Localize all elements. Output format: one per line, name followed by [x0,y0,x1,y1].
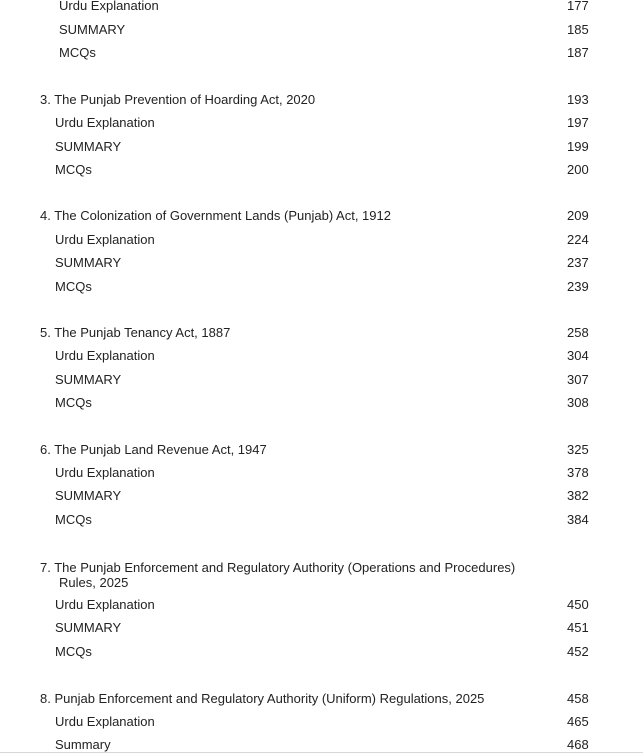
toc-entry [0,43,643,63]
toc-section-title: 7. The Punjab Enforcement and Regulatory Authority (Operations and Procedures) [40,560,516,575]
toc-entry-page: 239 [567,279,589,294]
toc-entry-page: 308 [567,395,589,410]
toc-entry-page: 378 [567,465,589,480]
toc-entry [0,370,643,390]
toc-entry-page: 450 [567,597,589,612]
toc-entry [0,0,643,16]
toc-entry [0,486,643,506]
toc-entry-page: 224 [567,232,589,247]
toc-entry-page: 177 [567,0,589,13]
toc-entry-label: MCQs [55,512,92,527]
toc-entry [0,160,643,180]
toc-entry-label: MCQs [55,162,92,177]
toc-entry-label: Urdu Explanation [55,232,155,247]
toc-section-page: 209 [567,208,589,223]
toc-entry-page: 197 [567,115,589,130]
toc-entry [0,595,643,615]
toc-entry-page: 382 [567,488,589,503]
toc-entry [0,393,643,413]
toc-entry-label: SUMMARY [55,139,122,154]
toc-section-heading [0,440,643,460]
toc-entry [0,510,643,530]
toc-entry-page: 187 [567,45,589,60]
toc-section-heading [0,323,643,343]
toc-entry-page: 199 [567,139,589,154]
toc-entry-label: Urdu Explanation [55,465,155,480]
toc-entry-label: SUMMARY [59,22,126,37]
toc-entry-label: SUMMARY [55,488,122,503]
toc-entry [0,230,643,250]
toc-entry-label: MCQs [59,45,96,60]
toc-entry [0,20,643,40]
toc-section-title-continued: Rules, 2025 [59,575,129,590]
toc-entry-label: Urdu Explanation [55,348,155,363]
toc-entry-page: 307 [567,372,589,387]
toc-section-title: 3. The Punjab Prevention of Hoarding Act, 2020 [40,92,316,107]
toc-entry [0,712,643,732]
toc-entry-label: Urdu Explanation [55,714,155,729]
toc-section-title: 8. Punjab Enforcement and Regulatory Authority (Uniform) Regulations, 2025 [40,691,485,706]
toc-section-page: 258 [567,325,589,340]
toc-entry-label: MCQs [55,279,92,294]
toc-entry-page: 237 [567,255,589,270]
toc-section-page: 325 [567,442,589,457]
toc-entry [0,642,643,662]
toc-entry-page: 200 [567,162,589,177]
toc-section-heading [0,206,643,226]
toc-entry-label: Summary [55,737,111,752]
toc-entry-page: 452 [567,644,589,659]
toc-section-heading [0,689,643,709]
toc-section-heading [0,90,643,110]
toc-entry [0,618,643,638]
toc-entry-label: SUMMARY [55,620,122,635]
toc-entry-label: MCQs [55,644,92,659]
toc-entry-label: Urdu Explanation [55,597,155,612]
toc-section-page: 193 [567,92,589,107]
toc-entry-page: 468 [567,737,589,752]
toc-entry-label: MCQs [55,395,92,410]
toc-section-page: 458 [567,691,589,706]
toc-entry-label: SUMMARY [55,372,122,387]
toc-entry [0,137,643,157]
toc-entry [0,253,643,273]
toc-section-title: 6. The Punjab Land Revenue Act, 1947 [40,442,267,457]
toc-entry [0,463,643,483]
toc-section-heading [40,560,540,590]
toc-entry-page: 304 [567,348,589,363]
toc-entry-label: Urdu Explanation [59,0,159,13]
toc-entry [0,277,643,297]
toc-section-title: 5. The Punjab Tenancy Act, 1887 [40,325,231,340]
toc-entry-page: 451 [567,620,589,635]
toc-entry-page: 465 [567,714,589,729]
toc-entry [0,113,643,133]
toc-entry-label: Urdu Explanation [55,115,155,130]
toc-entry [0,346,643,366]
toc-entry-page: 384 [567,512,589,527]
toc-entry-label: SUMMARY [55,255,122,270]
toc-entry-page: 185 [567,22,589,37]
toc-section-title: 4. The Colonization of Government Lands (Punjab) Act, 1912 [40,208,391,223]
